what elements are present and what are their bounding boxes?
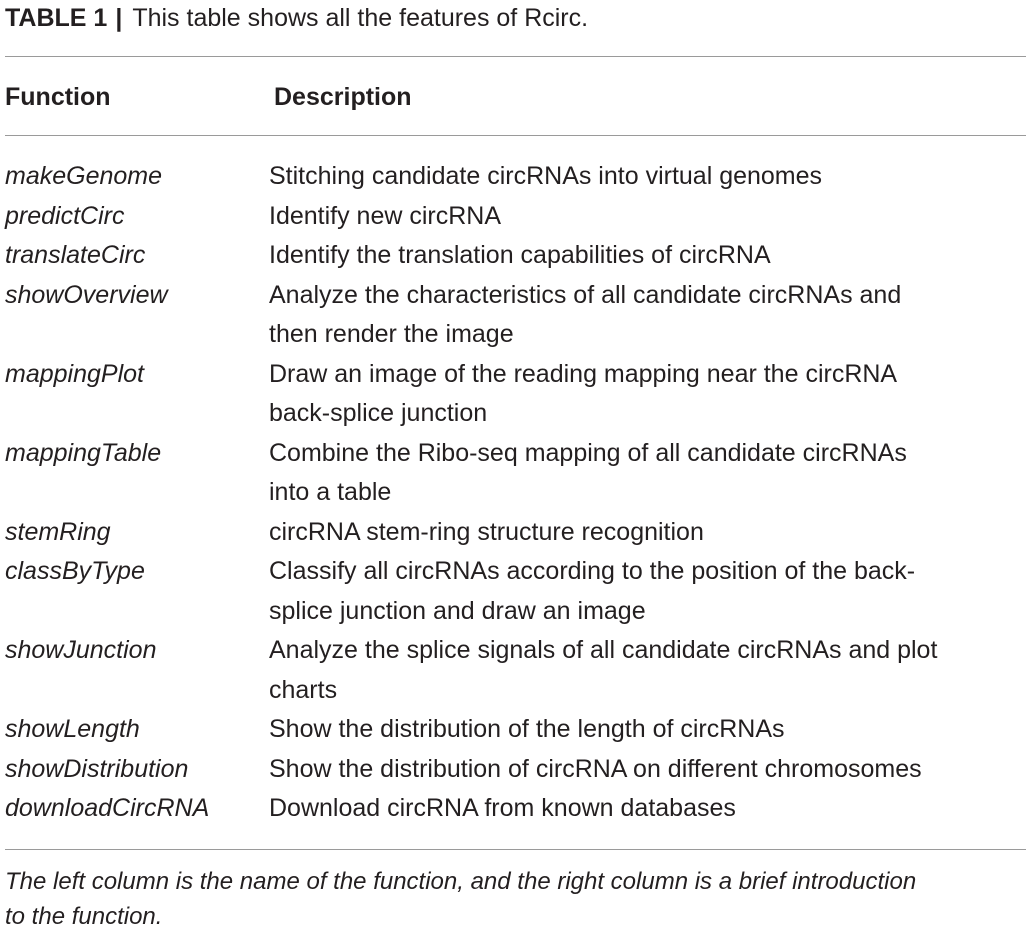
caption-text: This table shows all the features of Rcirc. [132, 4, 589, 32]
table-row [0, 276, 1029, 355]
function-name: downloadCircRNA [5, 794, 210, 822]
function-name: mappingTable [5, 438, 162, 467]
caption-separator: | [115, 4, 123, 32]
function-name: showDistribution [5, 754, 189, 783]
bottom-rule [5, 849, 1026, 850]
function-description: Classify all circRNAs according to the position of the back- splice junction and draw an image [269, 557, 916, 625]
function-description: Draw an image of the reading mapping near the circRNA back-splice junction [269, 359, 898, 427]
table-row [0, 789, 1029, 829]
table-row [0, 355, 1029, 434]
function-description: Combine the Ribo-seq mapping of all candidate circRNAs into a table [269, 438, 907, 506]
function-name: classByType [5, 557, 145, 585]
table-row [0, 710, 1029, 750]
table-row [0, 552, 1029, 631]
function-name: stemRing [5, 517, 111, 546]
function-description: Analyze the splice signals of all candidate circRNAs and plot charts [269, 636, 938, 704]
header-rule [5, 135, 1026, 136]
table-header [0, 77, 1029, 117]
table-row [0, 434, 1029, 513]
function-description: Stitching candidate circRNAs into virtual genomes [269, 162, 823, 190]
function-description: Show the distribution of circRNA on different chromosomes [269, 754, 922, 783]
function-description: Identify the translation capabilities of circRNA [269, 241, 771, 269]
function-description: Analyze the characteristics of all candidate circRNAs and then render the image [269, 280, 902, 348]
function-name: showJunction [5, 636, 157, 664]
table-row [0, 631, 1029, 710]
table-body [0, 157, 1029, 829]
function-name: predictCirc [5, 201, 125, 230]
function-name: showLength [5, 715, 140, 743]
table-row [0, 197, 1029, 237]
function-description: circRNA stem-ring structure recognition [269, 517, 704, 546]
header-description: Description [274, 83, 412, 111]
top-rule [5, 56, 1026, 57]
table-caption [5, 0, 588, 36]
table-row [0, 157, 1029, 197]
header-function: Function [5, 83, 111, 111]
function-name: translateCirc [5, 241, 146, 269]
function-description: Download circRNA from known databases [269, 794, 736, 822]
function-name: mappingPlot [5, 359, 144, 388]
table-label: TABLE 1 [5, 4, 108, 32]
table-row [0, 750, 1029, 790]
function-name: makeGenome [5, 162, 163, 190]
table-footnote: The left column is the name of the function, and the right column is a brief introduction to the function. [5, 868, 917, 930]
table-row [0, 236, 1029, 276]
function-description: Identify new circRNA [269, 201, 502, 230]
function-name: showOverview [5, 280, 168, 309]
table-row [0, 513, 1029, 553]
function-description: Show the distribution of the length of circRNAs [269, 715, 785, 743]
